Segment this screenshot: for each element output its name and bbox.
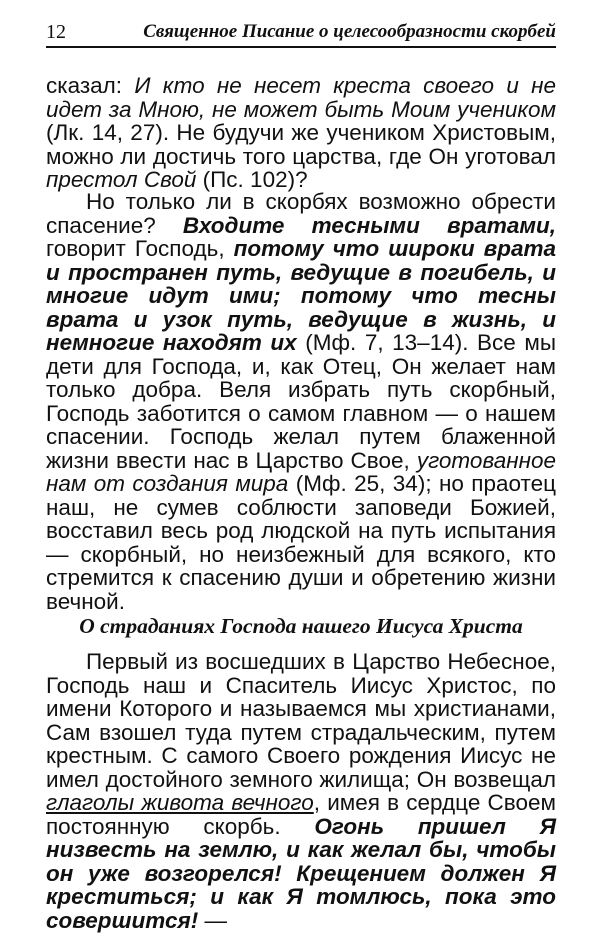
p2-quote-narrow-gate: Входите тесными вратами, <box>182 212 556 238</box>
paragraph-2 <box>46 190 556 613</box>
p2-text-4: (Мф. 25, 34); но праотец наш, не сумев соблюсти заповеди Божией, восставил весь род людской на путь испытания — скорбный, но неизбежный для всякого, кто стремится к спасению души и обретению жизни вечной. <box>46 471 556 614</box>
p1-text-3: (Пс. 102)? <box>196 167 308 192</box>
running-title: Священное Писание о целесообразности скорбей <box>143 21 556 42</box>
p1-text-2: (Лк. 14, 27). Не будучи же учеником Христовым, можно ли достичь того царства, где Он уготовал <box>46 120 556 169</box>
p3-text-3: — <box>198 907 228 933</box>
p3-quote-fire: Огонь пришел Я низвесть на землю, и как желал бы, чтобы он уже возгорелся! Крещением должен Я креститься; и как Я томлюсь, пока это совершится! <box>46 813 556 933</box>
page-number: 12 <box>46 21 66 43</box>
p1-text-1: сказал: <box>46 73 135 98</box>
paragraph-3 <box>46 650 556 932</box>
p2-text-1: Но только ли в скорбях возможно обрести спасение? <box>46 189 556 238</box>
p1-quote-luke: И кто не несет креста своего и не идет за Мною, не может быть Моим учеником <box>46 73 557 122</box>
p2-text-2: говорит Господь, <box>46 236 234 261</box>
section-heading: О страданиях Господа нашего Иисуса Христа <box>79 614 523 638</box>
p3-quote-words-of-life: глаголы живота вечного <box>46 790 314 815</box>
p2-quote-matthew: потому что широки врата и пространен путь, ведущие в погибель, и многие идут ими; потому что тесны врата и узок путь, ведущие в жизнь, и немногие находят их <box>46 236 556 355</box>
p3-text-1: Первый из восшедших в Царство Небесное, Господь наш и Спаситель Иисус Христос, по имени Которого и называемся мы христианами, Сам взошел туда путем страдальческим, путем крестным. С самого Своего рождения Иисус не имел достойного земного жилища; Он возвещал <box>46 649 556 792</box>
p1-quote-throne: престол Свой <box>46 167 197 192</box>
p3-text-2: , имея в сердце Своем постоянную скорбь. <box>46 790 556 839</box>
p2-quote-kingdom: уготованное нам от создания мира <box>46 447 556 496</box>
paragraph-1 <box>46 74 556 192</box>
p2-text-3: (Мф. 7, 13–14). Все мы дети для Господа, и, как Отец, Он желает нам только добра. Веля избрать путь скорбный, Господь заботится о самом главном — о нашем спасении. Господь желал путем блаженной жизни ввести нас в Царство Свое, <box>46 330 556 473</box>
running-header <box>46 20 556 48</box>
